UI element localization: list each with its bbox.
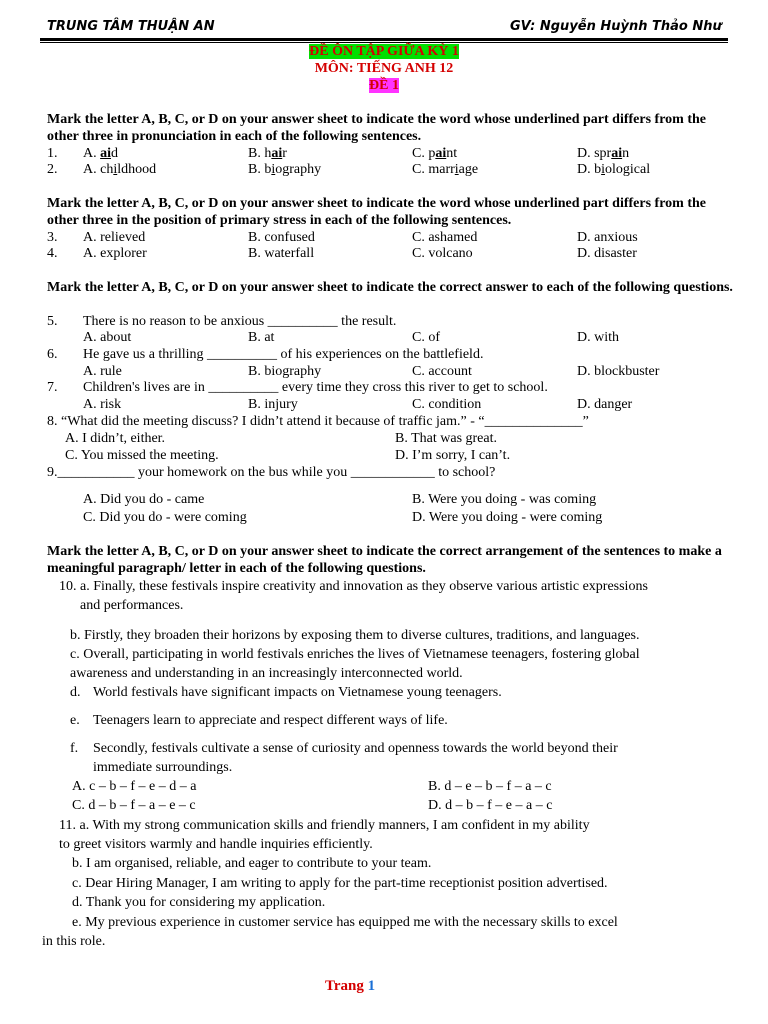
section-2-instruction: Mark the letter A, B, C, or D on your answer sheet to indicate the word whose underlined part differs from the other three in the position of primary stress in each of the following sentences. [47,196,706,228]
q9-option-a: A. Did you do - came [83,492,205,507]
header-left: TRUNG TÂM THUẬN AN [47,19,215,34]
header-rule-thin [40,42,728,43]
q10-sentence-e: Teenagers learn to appreciate and respect different ways of life. [93,713,448,728]
q2-option-b: B. biography [248,162,322,177]
q5-option-d: D. with [577,330,619,345]
q8-option-d: D. I’m sorry, I can’t. [395,448,511,463]
header-right: GV: Nguyễn Huỳnh Thảo Như [510,19,722,34]
q2-number: 2. [47,162,58,177]
q10-option-b: B. d – e – b – f – a – c [428,779,552,794]
q4-option-b: B. waterfall [248,246,315,261]
q3-option-c: C. ashamed [412,230,478,245]
q10-sentence-f: Secondly, festivals cultivate a sense of curiosity and openness towards the world beyond their [93,741,618,756]
q11-sentence-e: e. My previous experience in customer service has equipped me with the necessary skills to excel [72,915,618,930]
q9-option-c: C. Did you do - were coming [83,510,247,525]
q10-sentence-b: b. Firstly, they broaden their horizons by exposing them to diverse cultures, traditions, and languages. [70,628,640,643]
q10-sentence-d: World festivals have significant impacts on Vietnamese young teenagers. [93,685,502,700]
title-line1: ĐỀ ÔN TẬP GIỮA KỲ 1 [309,44,459,59]
q4-option-d: D. disaster [577,246,637,261]
q1-number: 1. [47,146,58,161]
section-3-instruction: Mark the letter A, B, C, or D on your answer sheet to indicate the correct answer to each of the following questions. [47,280,733,295]
q10-sentence-f-cont: immediate surroundings. [93,760,233,775]
q8-option-c: C. You missed the meeting. [65,448,219,463]
q8-option-a: A. I didn’t, either. [65,431,166,446]
q5-stem: There is no reason to be anxious __________ the result. [83,314,397,329]
q6-option-d: D. blockbuster [577,364,660,379]
q3-number: 3. [47,230,58,245]
q7-option-b: B. injury [248,397,298,412]
page-footer: Trang 1 [325,978,376,994]
q10-option-a: A. c – b – f – e – d – a [72,779,197,794]
q10-label-e: e. [70,713,80,728]
q9-option-d: D. Were you doing - were coming [412,510,603,525]
q4-number: 4. [47,246,58,261]
q6-option-b: B. biography [248,364,322,379]
q1-option-d: D. sprain [577,146,630,161]
q7-option-a: A. risk [83,397,122,412]
q11-sentence-e-cont: in this role. [42,934,106,949]
q10-sentence-c: c. Overall, participating in world festivals enriches the lives of Vietnamese teenagers, fostering global [70,647,640,662]
q4-option-a: A. explorer [83,246,147,261]
q6-number: 6. [47,347,58,362]
q2-option-c: C. marriage [412,162,479,177]
q10-sentence-c-cont: awareness and understanding in an increasingly interconnected world. [70,666,463,681]
q6-option-a: A. rule [83,364,122,379]
q11-sentence-a-cont: to greet visitors warmly and handle inquiries efficiently. [59,837,373,852]
q10-sentence-a-cont: and performances. [80,598,184,613]
q10-option-c: C. d – b – f – a – e – c [72,798,196,813]
q5-number: 5. [47,314,58,329]
q9-option-b: B. Were you doing - was coming [412,492,597,507]
q5-option-c: C. of [412,330,440,345]
q2-option-a: A. childhood [83,162,157,177]
q8-option-b: B. That was great. [395,431,497,446]
q7-stem: Children's lives are in __________ every time they cross this river to get to school. [83,380,548,395]
q1-option-b: B. hair [248,146,287,161]
q10-sentence-a: 10. a. Finally, these festivals inspire creativity and innovation as they observe various artistic expressions [59,579,648,594]
q5-option-a: A. about [83,330,132,345]
q10-option-d: D. d – b – f – e – a – c [428,798,553,813]
q9-stem: 9.___________ your homework on the bus while you ____________ to school? [47,465,496,480]
q11-sentence-c: c. Dear Hiring Manager, I am writing to apply for the part-time receptionist position advertised. [72,876,608,891]
q8-stem: 8. “What did the meeting discuss? I didn’t attend it because of traffic jam.” - “______________” [47,414,589,429]
q7-number: 7. [47,380,58,395]
q4-option-c: C. volcano [412,246,473,261]
q6-stem: He gave us a thrilling __________ of his experiences on the battlefield. [83,347,484,362]
q5-option-b: B. at [248,330,275,345]
q2-option-d: D. biological [577,162,651,177]
header-rule [40,38,728,41]
q10-label-f: f. [70,741,79,756]
q11-sentence-a: 11. a. With my strong communication skills and friendly manners, I am confident in my ability [59,818,590,833]
title-line3: ĐỀ 1 [369,78,399,93]
section-4-instruction: Mark the letter A, B, C, or D on your answer sheet to indicate the correct arrangement of the sentences to make a meaningful paragraph/ letter in each of the following questions. [47,544,722,576]
q7-option-d: D. danger [577,397,633,412]
q11-sentence-d: d. Thank you for considering my application. [72,895,326,910]
q10-label-d: d. [70,685,81,700]
q11-sentence-b: b. I am organised, reliable, and eager to contribute to your team. [72,856,432,871]
q3-option-d: D. anxious [577,230,638,245]
q6-option-c: C. account [412,364,472,379]
q1-option-a: A. aid [83,146,119,161]
q3-option-a: A. relieved [83,230,146,245]
title-line2: MÔN: TIẾNG ANH 12 [314,61,454,76]
q3-option-b: B. confused [248,230,315,245]
q1-option-c: C. paint [412,146,458,161]
q7-option-c: C. condition [412,397,482,412]
section-1-instruction: Mark the letter A, B, C, or D on your answer sheet to indicate the word whose underlined part differs from the other three in pronunciation in each of the following sentences. [47,112,706,144]
